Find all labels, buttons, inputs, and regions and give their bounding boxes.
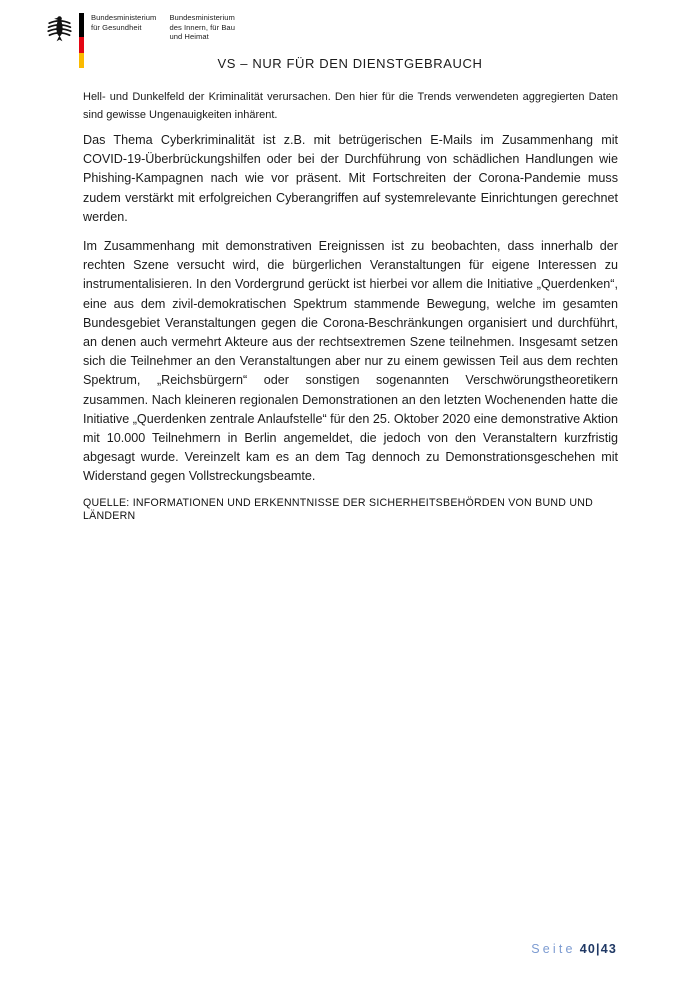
federal-eagle-icon — [46, 14, 73, 42]
ministry-interior-line3: und Heimat — [169, 32, 209, 42]
ministry-health-name — [91, 13, 156, 32]
document-body — [83, 88, 618, 524]
page-number: 40|43 — [579, 942, 617, 956]
intro-paragraph: Hell- und Dunkelfeld der Kriminalität verursachen. Den hier für die Trends verwendeten aggregierten Daten sind gewisse Ungenauigkeiten inhärent. — [83, 91, 618, 121]
page-label: Seite — [531, 942, 576, 956]
ministry-interior-line2: des Innern, für Bau — [169, 22, 235, 32]
paragraph-demonstrations: Im Zusammenhang mit demonstrativen Ereignissen ist zu beobachten, dass innerhalb der rechten Szene versucht wird, die bürgerlichen Veranstaltungen für eigene Interessen zu instrumentalisieren. In den Vordergrund gerückt ist hierbei vor allem die Initiative „Querdenken“, eine aus dem zivil-demokratischen Spektrum stammende Bewegung, welche im gesamten Bundesgebiet Veranstaltungen gegen die Corona-Beschränkungen organisiert und durchführt, an denen auch vermehrt Akteure aus der rechtsextremen Szene teilnehmen. Insgesamt setzen sich die Teilnehmer an den Veranstaltungen aber nur zu einem gewissen Teil aus dem rechten Spektrum, „Reichsbürgern“ oder sonstigen sogenannten Verschwörungstheoretikern zusammen. Nach kleineren regionalen Demonstrationen an den letzten Wochenenden hatte die Initiative „Querdenken zentrale Anlaufstelle“ für den 25. Oktober 2020 eine demonstrative Aktion mit 10.000 Teilnehmern in Berlin angemeldet, die jedoch von den Veranstaltern kurzfristig abgesagt wurde. Vereinzelt kam es an dem Tag dennoch zu Demonstrationsgeschehen mit Widerstand gegen Vollstreckungsbeamte. — [83, 239, 618, 484]
classification-marking: VS – NUR FÜR DEN DIENSTGEBRAUCH — [217, 56, 483, 71]
ministry-health-line1: Bundesministerium — [91, 13, 157, 22]
source-line: QUELLE: INFORMATIONEN UND ERKENNTNISSE DER SICHERHEITSBEHÖRDEN VON BUND UND LÄNDERN — [83, 496, 594, 523]
ministry-health-line2: für Gesundheit — [91, 22, 142, 32]
ministry-interior-name — [169, 13, 235, 42]
flag-band-red — [79, 37, 84, 53]
flag-band-black — [79, 13, 84, 37]
ministry-interior-line1: Bundesministerium — [169, 13, 235, 22]
page-footer — [531, 942, 617, 956]
paragraph-cybercrime: Das Thema Cyberkriminalität ist z.B. mit betrügerischen E-Mails im Zusammenhang mit COVID-19-Überbrückungshilfen oder bei der Durchführung von schädlichen Handlungen wie Phishing-Kampagnen nach wie vor präsent. Mit Fortschreiten der Corona-Pandemie muss zudem verstärkt mit erfolgreichen Cyberangriffen auf systemrelevante Einrichtungen gerechnet werden. — [83, 133, 618, 224]
